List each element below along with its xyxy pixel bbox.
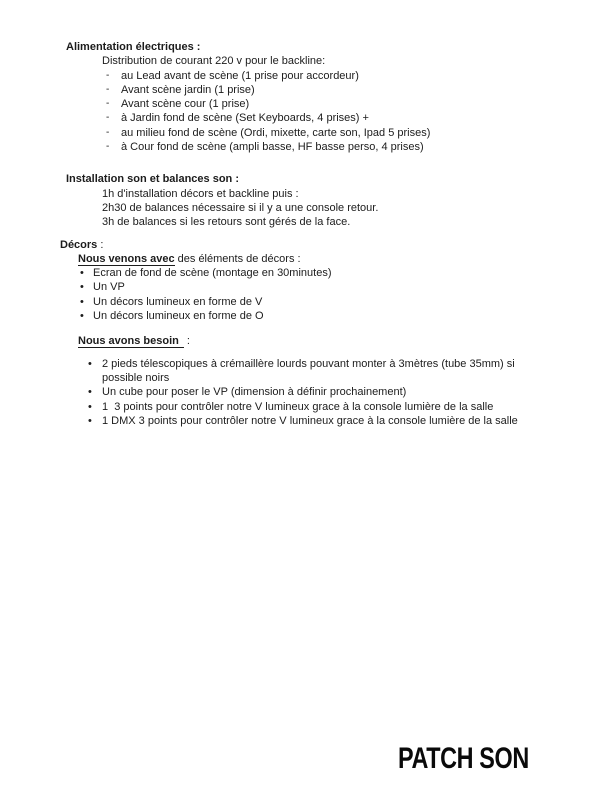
list-item-text: Avant scène jardin (1 prise) — [121, 83, 255, 96]
list-item — [80, 309, 615, 323]
list-item — [106, 140, 615, 154]
list-item-text: Ecran de fond de scène (montage en 30minutes) — [93, 267, 332, 280]
list-item — [80, 295, 615, 309]
bullet-marker-icon: • — [80, 310, 84, 323]
dash-marker-icon: - — [106, 141, 110, 153]
heading-decors-text: Décors — [60, 238, 98, 251]
bullet-marker-icon: • — [80, 267, 84, 280]
dash-marker-icon: - — [106, 98, 110, 110]
list-item — [106, 97, 615, 111]
dash-marker-icon: - — [106, 69, 110, 81]
list-item-text: Un décors lumineux en forme de V — [93, 295, 263, 308]
list-item-text: Un cube pour poser le VP (dimension à définir prochainement) — [102, 386, 407, 399]
list-item-text: 2 pieds télescopiques à crémaillère lourds pouvant monter à 3mètres (tube 35mm) si possible noirs — [102, 357, 515, 384]
list-item — [80, 266, 615, 280]
decors-bring-list — [80, 266, 615, 323]
bullet-marker-icon: • — [88, 357, 92, 370]
list-item — [106, 83, 615, 97]
heading-installation: Installation son et balances son : — [66, 173, 239, 186]
alimentation-dash-list — [106, 69, 615, 155]
alimentation-intro: Distribution de courant 220 v pour le backline: — [102, 55, 326, 68]
subheading-nous-venons-avec — [78, 252, 615, 266]
bullet-marker-icon: • — [88, 386, 92, 399]
section-installation — [0, 172, 615, 229]
bullet-marker-icon: • — [88, 414, 92, 427]
decors-need-list — [88, 357, 615, 428]
installation-line: 2h30 de balances nécessaire si il y a une console retour. — [102, 201, 379, 214]
subheading-colon: : — [183, 335, 190, 348]
list-item — [106, 69, 615, 83]
subheading-underlined-text: Nous venons avec — [78, 252, 175, 265]
subheading-underlined-text: Nous avons besoin — [78, 335, 184, 348]
list-item-text: 1 3 points pour contrôler notre V lumineux grace à la console lumière de la salle — [102, 400, 494, 413]
list-item — [106, 111, 615, 125]
section-decors — [0, 238, 615, 429]
list-item-text: 1 DMX 3 points pour contrôler notre V lumineux grace à la console lumière de la salle — [102, 414, 518, 427]
list-item-text: à Jardin fond de scène (Set Keyboards, 4 prises) + — [121, 112, 369, 125]
heading-alimentation: Alimentation électriques : — [66, 41, 201, 53]
list-item — [88, 385, 550, 399]
dash-marker-icon: - — [106, 112, 110, 124]
heading-decors-colon: : — [97, 238, 104, 251]
list-item — [88, 414, 550, 428]
list-item-text: à Cour fond de scène (ampli basse, HF basse perso, 4 prises) — [121, 141, 424, 154]
subheading-nous-avons-besoin — [78, 334, 615, 348]
subheading-rest-text: des éléments de décors : — [174, 252, 301, 265]
list-item-text: Avant scène cour (1 prise) — [121, 98, 250, 111]
list-item — [106, 126, 615, 140]
list-item — [88, 357, 550, 386]
heading-decors — [60, 238, 615, 252]
installation-line: 3h de balances si les retours sont gérés de la face. — [102, 216, 351, 229]
list-item-text: Un VP — [93, 281, 125, 294]
installation-line: 1h d'installation décors et backline puis : — [102, 187, 299, 200]
bullet-marker-icon: • — [88, 400, 92, 413]
list-item-text: Un décors lumineux en forme de O — [93, 310, 264, 323]
list-item-text: au milieu fond de scène (Ordi, mixette, carte son, Ipad 5 prises) — [121, 126, 431, 139]
section-alimentation — [0, 40, 615, 154]
patch-son-logo: PATCH SON — [398, 742, 529, 775]
bullet-marker-icon: • — [80, 295, 84, 308]
bullet-marker-icon: • — [80, 281, 84, 294]
list-item-text: au Lead avant de scène (1 prise pour accordeur) — [121, 69, 359, 82]
dash-marker-icon: - — [106, 83, 110, 95]
dash-marker-icon: - — [106, 126, 110, 138]
list-item — [80, 280, 615, 294]
list-item — [88, 400, 550, 414]
